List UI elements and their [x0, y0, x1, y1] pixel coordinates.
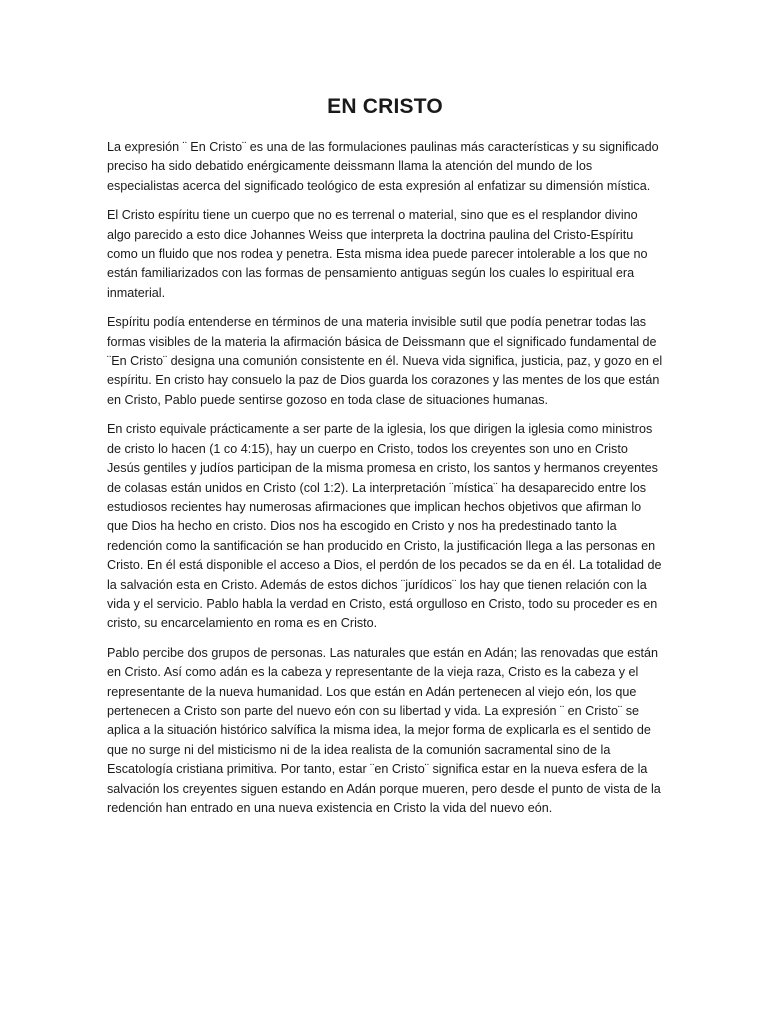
page-title: EN CRISTO	[327, 95, 443, 118]
paragraph-2: El Cristo espíritu tiene un cuerpo que no es terrenal o material, sino que es el resplandor divino algo parecido a esto dice Johannes Weiss que interpreta la doctrina paulina del Cristo-Espíritu como un fluido que nos rodea y penetra. Esta misma idea puede parecer intolerable a los que no están familiarizados con las formas de pensamiento antiguas según los cuales lo espiritual era inmaterial.	[107, 208, 648, 300]
paragraph-3: Espíritu podía entenderse en términos de una materia invisible sutil que podía penetrar todas las formas visibles de la materia la afirmación básica de Deissmann que el significado fundamental de ¨En Cristo¨ designa una comunión consistente en él. Nueva vida significa, justicia, paz, y gozo en el espíritu. En cristo hay consuelo la paz de Dios guarda los corazones y las mentes de los que están en Cristo, Pablo puede sentirse gozoso en toda clase de situaciones humanas.	[107, 315, 663, 407]
document-page	[107, 92, 663, 828]
paragraph-4: En cristo equivale prácticamente a ser parte de la iglesia, los que dirigen la iglesia como ministros de cristo lo hacen (1 co 4:15), hay un cuerpo en Cristo, todos los creyentes son uno en Cristo Jesús gentiles y judíos participan de la misma promesa en cristo, los santos y hermanos creyentes de colasas están unidos en Cristo (col 1:2). La interpretación ¨mística¨ ha desaparecido entre los estudiosos recientes hay numerosas afirmaciones que implican hechos objetivos que afirman lo que Dios ha hecho en cristo. Dios nos ha escogido en Cristo y nos ha predestinado tanto la redención como la santificación se han producido en Cristo, la justificación llega a las personas en Cristo. En él está disponible el acceso a Dios, el perdón de los pecados se da en él. La totalidad de la salvación esta en Cristo. Además de estos dichos ¨jurídicos¨ los hay que tienen relación con la vida y el servicio. Pablo habla la verdad en Cristo, está orgulloso en Cristo, todo su proceder es en cristo, su encarcelamiento en roma es en Cristo.	[107, 422, 662, 631]
paragraph-5: Pablo percibe dos grupos de personas. Las naturales que están en Adán; las renovadas que están en Cristo. Así como adán es la cabeza y representante de la vieja raza, Cristo es la cabeza y el representante de la nueva humanidad. Los que están en Adán pertenecen al viejo eón, los que pertenecen a Cristo son parte del nuevo eón con su libertad y vida. La expresión ¨ en Cristo¨ se aplica a la situación histórico salvífica la misma idea, la mejor forma de explicarla es el sentido de que no surge ni del misticismo ni de la idea realista de la comunión sacramental sino de la Escatología cristiana primitiva. Por tanto, estar ¨en Cristo¨ significa estar en la nueva esfera de la salvación los creyentes siguen estando en Adán porque mueren, pero desde el punto de vista de la redención han entrado en una nueva existencia en Cristo la vida del nuevo eón.	[107, 645, 661, 815]
paragraph-1: La expresión ¨ En Cristo¨ es una de las formulaciones paulinas más características y su significado preciso ha sido debatido enérgicamente deissmann llama la atención del mundo de los especialistas acerca del significado teológico de esta expresión al enfatizar su dimensión mística.	[107, 140, 659, 193]
